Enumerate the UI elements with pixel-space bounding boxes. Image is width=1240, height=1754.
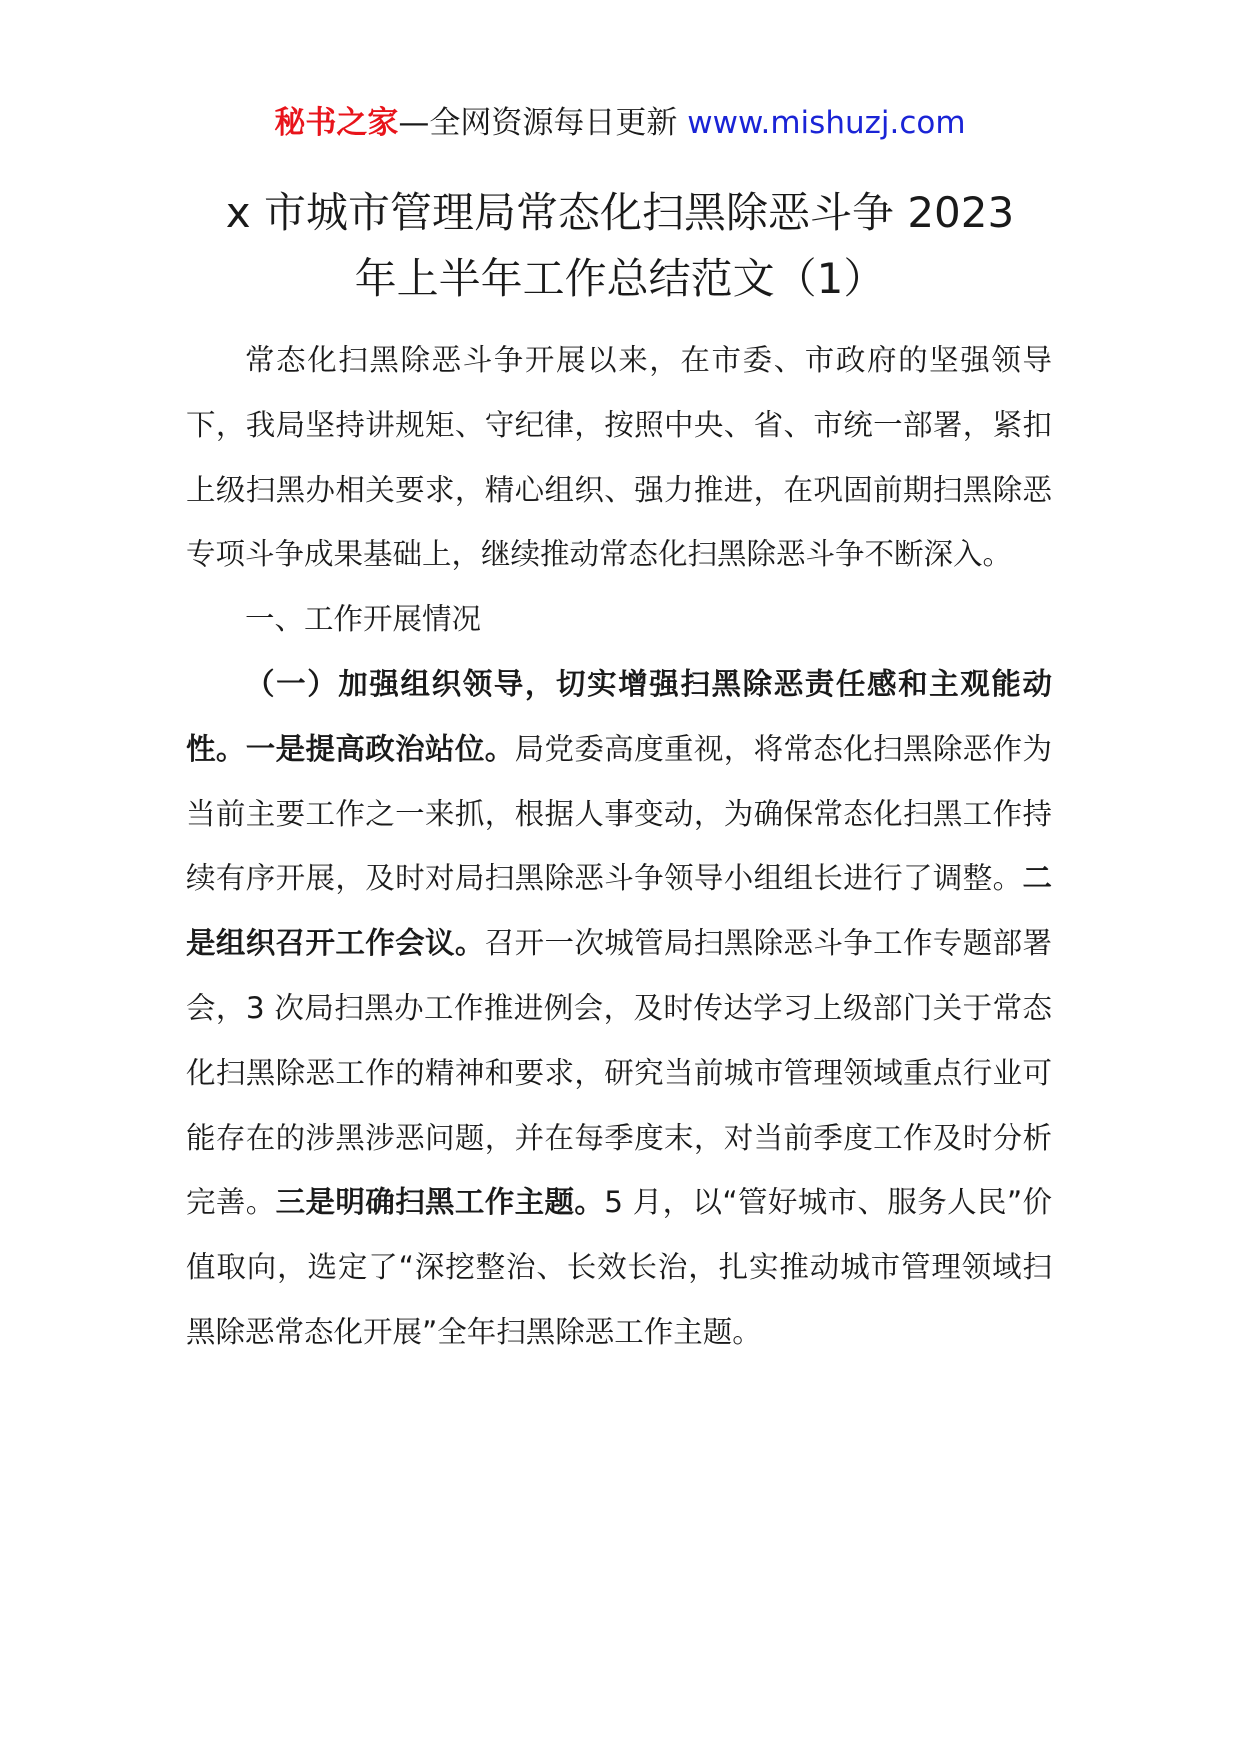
- subsection-paragraph-1: [186, 652, 1052, 1365]
- intro-paragraph: 常态化扫黑除恶斗争开展以来，在市委、市政府的坚强领导下，我局坚持讲规矩、守纪律，按照中央、省、市统一部署，紧扣上级扫黑办相关要求，精心组织、强力推进，在巩固前期扫黑除恶专项斗争成果基础上，继续推动常态化扫黑除恶斗争不断深入。: [186, 343, 1052, 572]
- document-body: [186, 328, 1052, 1365]
- point-2-text: 召开一次城管局扫黑除恶斗争工作专题部署会，3 次局扫黑办工作推进例会，及时传达学习上级部门关于常态化扫黑除恶工作的精神和要求，研究当前城市管理领域重点行业可能存在的涉黑涉恶问题，并在每季度末，对当前季度工作及时分析完善。: [186, 926, 1052, 1220]
- site-url-link[interactable]: www.mishuzj.com: [687, 105, 966, 141]
- site-header: [0, 98, 1240, 148]
- point-2-title: 二是组织召开工作会议。: [186, 861, 1052, 961]
- subsection-heading-1: （一）加强组织领导，切实增强扫黑除恶责任感和主观能动性。: [186, 666, 1052, 766]
- header-tagline: —全网资源每日更新: [398, 105, 688, 141]
- point-3-text: 5 月，以“管好城市、服务人民”价值取向，选定了“深挖整治、长效长治，扎实推动城市管理领域扫黑除恶常态化开展”全年扫黑除恶工作主题。: [186, 1185, 1052, 1349]
- point-1-text: 局党委高度重视，将常态化扫黑除恶作为当前主要工作之一来抓，根据人事变动，为确保常态化扫黑工作持续有序开展，及时对局扫黑除恶斗争领导小组组长进行了调整。: [186, 731, 1052, 896]
- section-heading-1: 一、工作开展情况: [245, 602, 482, 637]
- brand-name: 秘书之家: [274, 105, 399, 141]
- title-line-2: 年上半年工作总结范文（1）: [354, 254, 886, 303]
- point-3-title: 三是明确扫黑工作主题。: [275, 1185, 605, 1220]
- title-line-1: x 市城市管理局常态化扫黑除恶斗争 2023: [225, 188, 1015, 237]
- document-title: [150, 180, 1090, 312]
- point-1-title: 一是提高政治站位。: [245, 731, 515, 766]
